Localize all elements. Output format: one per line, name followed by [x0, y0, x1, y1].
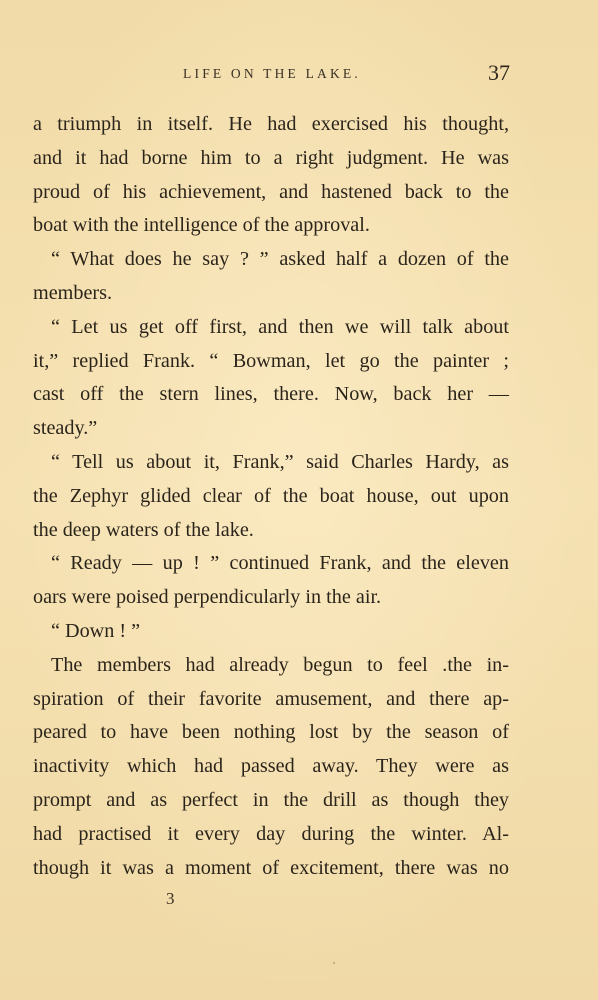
text-line: “ Let us get off first, and then we will talk about: [51, 315, 509, 338]
running-title: LIFE ON THE LAKE.: [183, 66, 361, 81]
text-line: cast off the stern lines, there. Now, back her —: [33, 383, 509, 406]
text-line: peared to have been nothing lost by the season of: [33, 721, 509, 744]
text-line: “ Down ! ”: [51, 619, 141, 642]
running-head: [34, 60, 510, 86]
text-line: the Zephyr glided clear of the boat house, out upon: [33, 484, 509, 507]
text-line: oars were poised perpendicularly in the air.: [33, 586, 382, 609]
text-line: spiration of their favorite amusement, and there ap-: [33, 687, 509, 710]
text-line: “ What does he say ? ” asked half a dozen of the: [51, 248, 509, 271]
text-line: “ Ready — up ! ” continued Frank, and the eleven: [51, 552, 509, 575]
text-line: the deep waters of the lake.: [33, 518, 254, 541]
text-line: proud of his achievement, and hastened back to the: [33, 180, 509, 203]
text-line: a triumph in itself. He had exercised his thought,: [33, 113, 509, 135]
body-text: [33, 108, 509, 885]
page-number: 37: [488, 60, 510, 85]
text-line: had practised it every day during the winter. Al-: [33, 822, 509, 845]
text-line: it,” replied Frank. “ Bowman, let go the painter ;: [33, 349, 509, 372]
paper-speck: [333, 962, 335, 964]
text-line: steady.”: [33, 417, 98, 440]
text-line: “ Tell us about it, Frank,” said Charles Hardy, as: [51, 450, 509, 473]
text-line: boat with the intelligence of the approval.: [33, 214, 370, 237]
text-line: The members had already begun to feel .the in-: [51, 653, 509, 676]
text-line: and it had borne him to a right judgment. He was: [33, 146, 509, 169]
signature-mark: 3: [166, 889, 175, 908]
text-line: members.: [33, 281, 113, 304]
text-line: prompt and as perfect in the drill as though they: [33, 788, 509, 811]
text-line: inactivity which had passed away. They were as: [33, 755, 509, 778]
text-line: though it was a moment of excitement, there was no: [33, 856, 509, 879]
